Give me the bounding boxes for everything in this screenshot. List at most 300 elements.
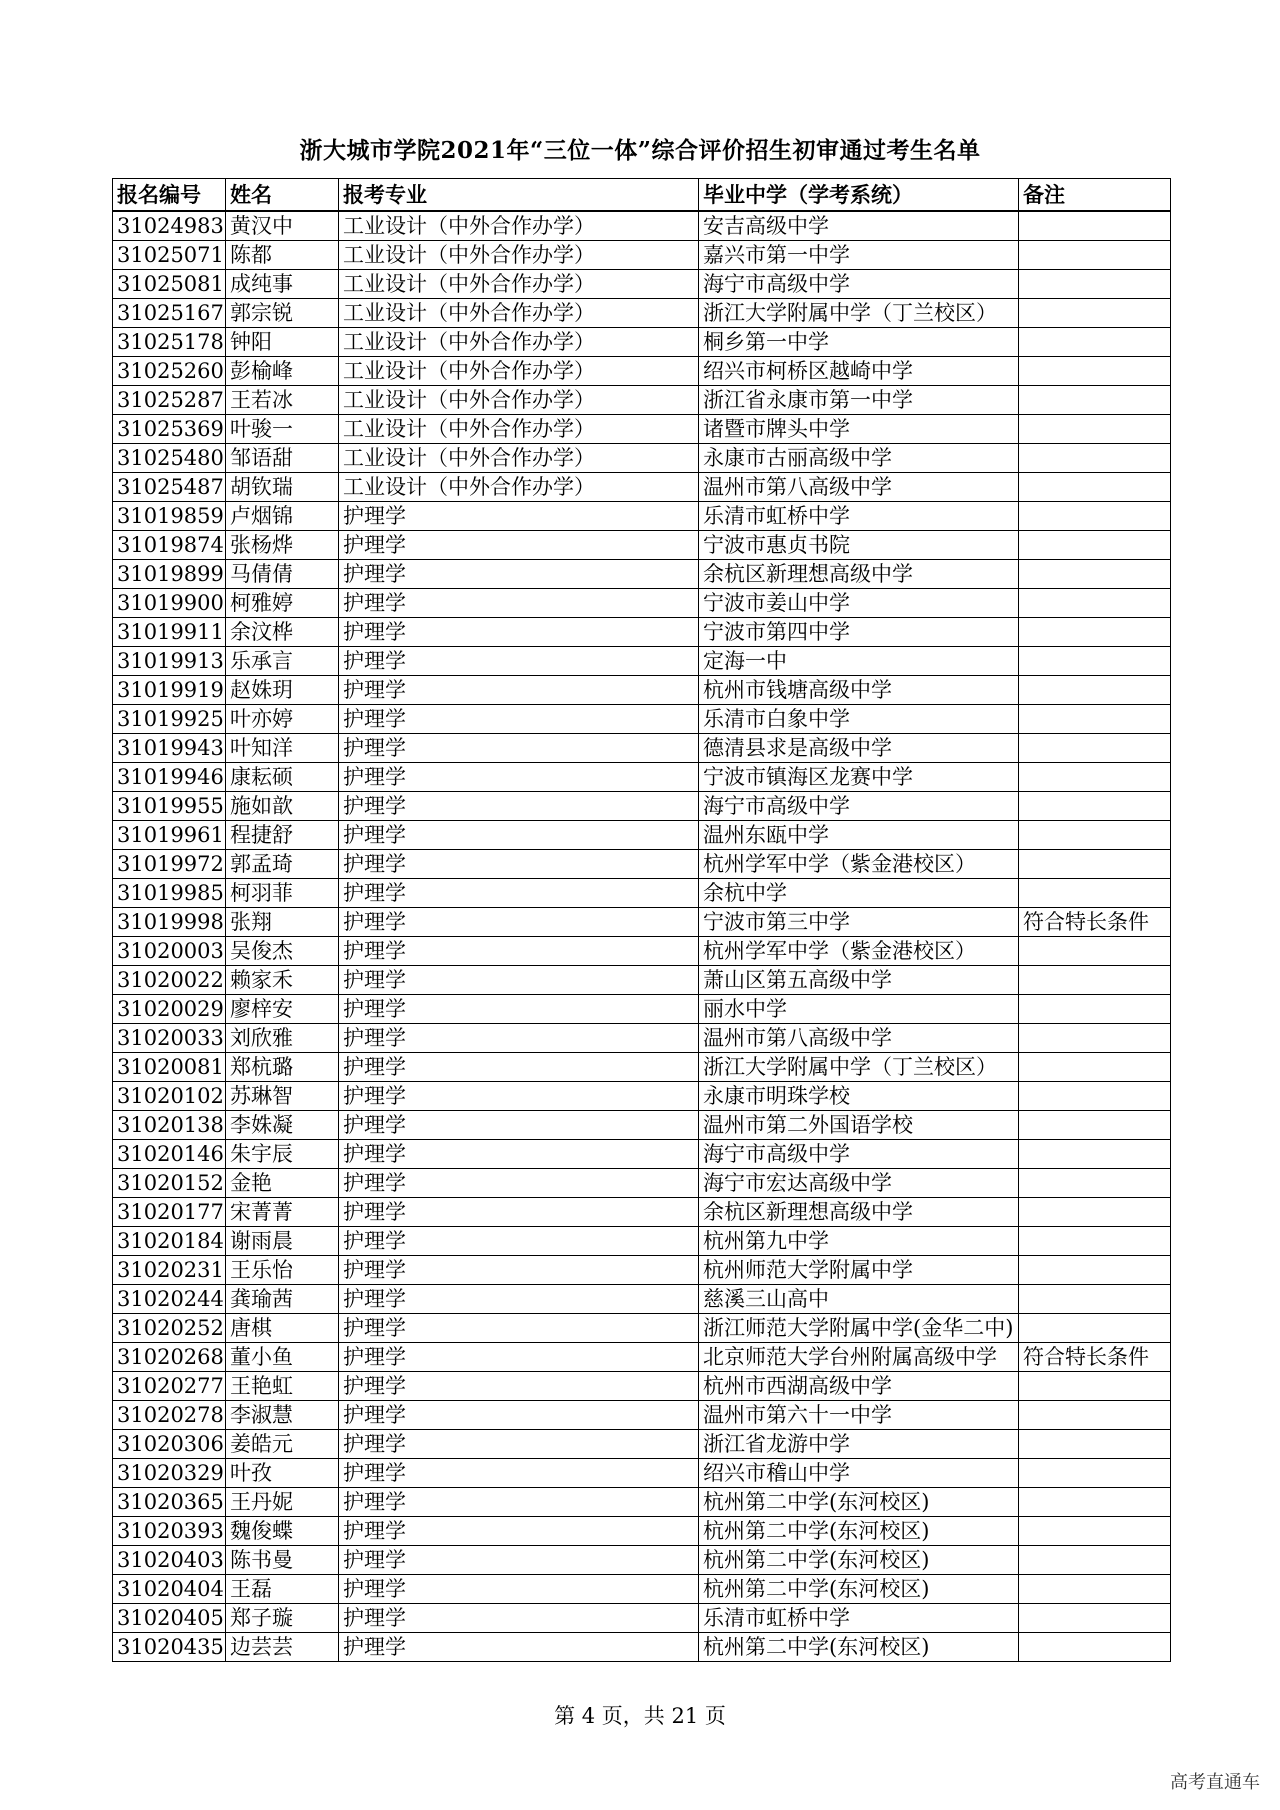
registration-no-cell: 31020138 (113, 1111, 226, 1140)
major-cell: 工业设计（中外合作办学） (339, 241, 699, 270)
major-cell: 护理学 (339, 1459, 699, 1488)
major-cell: 护理学 (339, 1314, 699, 1343)
registration-no-cell: 31025287 (113, 386, 226, 415)
remarks-cell (1019, 763, 1171, 792)
remarks-cell (1019, 850, 1171, 879)
registration-no-cell: 31019943 (113, 734, 226, 763)
major-cell: 工业设计（中外合作办学） (339, 211, 699, 241)
name-cell: 郑杭璐 (226, 1053, 339, 1082)
registration-no-cell: 31025071 (113, 241, 226, 270)
remarks-cell (1019, 270, 1171, 299)
table-row (113, 1430, 1171, 1459)
name-cell: 乐承言 (226, 647, 339, 676)
table-row (113, 1401, 1171, 1430)
remarks-cell (1019, 211, 1171, 241)
major-cell: 护理学 (339, 1372, 699, 1401)
remarks-cell (1019, 560, 1171, 589)
remarks-cell: 符合特长条件 (1019, 908, 1171, 937)
major-cell: 工业设计（中外合作办学） (339, 386, 699, 415)
major-cell: 护理学 (339, 1198, 699, 1227)
registration-no-cell: 31019900 (113, 589, 226, 618)
name-cell: 王若冰 (226, 386, 339, 415)
high-school-cell: 定海一中 (699, 647, 1019, 676)
header-registration-no: 报名编号 (113, 179, 226, 212)
registration-no-cell: 31020268 (113, 1343, 226, 1372)
remarks-cell (1019, 1140, 1171, 1169)
table-row (113, 299, 1171, 328)
name-cell: 董小鱼 (226, 1343, 339, 1372)
table-row (113, 821, 1171, 850)
table-row (113, 1024, 1171, 1053)
high-school-cell: 永康市明珠学校 (699, 1082, 1019, 1111)
major-cell: 护理学 (339, 734, 699, 763)
registration-no-cell: 31020022 (113, 966, 226, 995)
registration-no-cell: 31025369 (113, 415, 226, 444)
table-row (113, 734, 1171, 763)
header-high-school: 毕业中学（学考系统） (699, 179, 1019, 212)
major-cell: 护理学 (339, 937, 699, 966)
high-school-cell: 宁波市第四中学 (699, 618, 1019, 647)
table-row (113, 1053, 1171, 1082)
remarks-cell (1019, 1401, 1171, 1430)
major-cell: 护理学 (339, 1140, 699, 1169)
major-cell: 护理学 (339, 1517, 699, 1546)
remarks-cell (1019, 966, 1171, 995)
remarks-cell (1019, 1633, 1171, 1662)
table-row (113, 357, 1171, 386)
major-cell: 护理学 (339, 1343, 699, 1372)
registration-no-cell: 31020403 (113, 1546, 226, 1575)
name-cell: 王乐怡 (226, 1256, 339, 1285)
registration-no-cell: 31025260 (113, 357, 226, 386)
high-school-cell: 余杭中学 (699, 879, 1019, 908)
table-row (113, 1517, 1171, 1546)
table-row (113, 1169, 1171, 1198)
major-cell: 工业设计（中外合作办学） (339, 270, 699, 299)
high-school-cell: 浙江省永康市第一中学 (699, 386, 1019, 415)
table-row (113, 270, 1171, 299)
remarks-cell (1019, 647, 1171, 676)
registration-no-cell: 31024983 (113, 211, 226, 241)
remarks-cell (1019, 1459, 1171, 1488)
name-cell: 胡钦瑞 (226, 473, 339, 502)
name-cell: 马倩倩 (226, 560, 339, 589)
high-school-cell: 宁波市镇海区龙赛中学 (699, 763, 1019, 792)
major-cell: 护理学 (339, 792, 699, 821)
table-row (113, 589, 1171, 618)
high-school-cell: 慈溪三山高中 (699, 1285, 1019, 1314)
major-cell: 护理学 (339, 1227, 699, 1256)
high-school-cell: 杭州学军中学（紫金港校区） (699, 937, 1019, 966)
high-school-cell: 宁波市惠贞书院 (699, 531, 1019, 560)
table-row (113, 763, 1171, 792)
name-cell: 张翔 (226, 908, 339, 937)
registration-no-cell: 31020146 (113, 1140, 226, 1169)
registration-no-cell: 31020081 (113, 1053, 226, 1082)
name-cell: 成纯事 (226, 270, 339, 299)
name-cell: 黄汉中 (226, 211, 339, 241)
high-school-cell: 绍兴市柯桥区越崎中学 (699, 357, 1019, 386)
name-cell: 苏琳智 (226, 1082, 339, 1111)
name-cell: 卢烟锦 (226, 502, 339, 531)
table-row (113, 1111, 1171, 1140)
remarks-cell (1019, 705, 1171, 734)
registration-no-cell: 31020244 (113, 1285, 226, 1314)
registration-no-cell: 31019874 (113, 531, 226, 560)
remarks-cell (1019, 1517, 1171, 1546)
registration-no-cell: 31020152 (113, 1169, 226, 1198)
major-cell: 护理学 (339, 1111, 699, 1140)
registration-no-cell: 31020405 (113, 1604, 226, 1633)
name-cell: 康耘硕 (226, 763, 339, 792)
major-cell: 护理学 (339, 1256, 699, 1285)
table-row (113, 444, 1171, 473)
major-cell: 护理学 (339, 618, 699, 647)
registration-no-cell: 31019899 (113, 560, 226, 589)
name-cell: 王艳虹 (226, 1372, 339, 1401)
registration-no-cell: 31020277 (113, 1372, 226, 1401)
high-school-cell: 浙江大学附属中学（丁兰校区） (699, 299, 1019, 328)
name-cell: 王丹妮 (226, 1488, 339, 1517)
high-school-cell: 乐清市虹桥中学 (699, 1604, 1019, 1633)
remarks-cell (1019, 444, 1171, 473)
major-cell: 护理学 (339, 995, 699, 1024)
high-school-cell: 浙江大学附属中学（丁兰校区） (699, 1053, 1019, 1082)
registration-no-cell: 31019946 (113, 763, 226, 792)
table-row (113, 473, 1171, 502)
major-cell: 工业设计（中外合作办学） (339, 357, 699, 386)
name-cell: 叶亦婷 (226, 705, 339, 734)
high-school-cell: 杭州第二中学(东河校区) (699, 1546, 1019, 1575)
high-school-cell: 温州市第八高级中学 (699, 1024, 1019, 1053)
registration-no-cell: 31019955 (113, 792, 226, 821)
remarks-cell (1019, 937, 1171, 966)
high-school-cell: 安吉高级中学 (699, 211, 1019, 241)
high-school-cell: 诸暨市牌头中学 (699, 415, 1019, 444)
table-row (113, 531, 1171, 560)
name-cell: 陈书曼 (226, 1546, 339, 1575)
high-school-cell: 余杭区新理想高级中学 (699, 560, 1019, 589)
high-school-cell: 杭州师范大学附属中学 (699, 1256, 1019, 1285)
remarks-cell (1019, 1198, 1171, 1227)
registration-no-cell: 31020404 (113, 1575, 226, 1604)
remarks-cell (1019, 1314, 1171, 1343)
high-school-cell: 绍兴市稽山中学 (699, 1459, 1019, 1488)
major-cell: 护理学 (339, 502, 699, 531)
name-cell: 朱宇辰 (226, 1140, 339, 1169)
major-cell: 护理学 (339, 589, 699, 618)
table-row (113, 1575, 1171, 1604)
table-row (113, 1285, 1171, 1314)
remarks-cell (1019, 995, 1171, 1024)
registration-no-cell: 31020003 (113, 937, 226, 966)
remarks-cell (1019, 1430, 1171, 1459)
registration-no-cell: 31025487 (113, 473, 226, 502)
high-school-cell: 乐清市白象中学 (699, 705, 1019, 734)
registration-no-cell: 31019985 (113, 879, 226, 908)
name-cell: 龚瑜茜 (226, 1285, 339, 1314)
registration-no-cell: 31019998 (113, 908, 226, 937)
high-school-cell: 温州市第六十一中学 (699, 1401, 1019, 1430)
remarks-cell (1019, 1372, 1171, 1401)
major-cell: 护理学 (339, 676, 699, 705)
name-cell: 程捷舒 (226, 821, 339, 850)
remarks-cell (1019, 241, 1171, 270)
registration-no-cell: 31019972 (113, 850, 226, 879)
name-cell: 邹语甜 (226, 444, 339, 473)
high-school-cell: 丽水中学 (699, 995, 1019, 1024)
header-remarks: 备注 (1019, 179, 1171, 212)
high-school-cell: 温州东瓯中学 (699, 821, 1019, 850)
registration-no-cell: 31025081 (113, 270, 226, 299)
candidate-table (112, 178, 1171, 1662)
high-school-cell: 海宁市高级中学 (699, 270, 1019, 299)
name-cell: 叶孜 (226, 1459, 339, 1488)
remarks-cell (1019, 734, 1171, 763)
remarks-cell (1019, 1285, 1171, 1314)
high-school-cell: 永康市古丽高级中学 (699, 444, 1019, 473)
high-school-cell: 嘉兴市第一中学 (699, 241, 1019, 270)
high-school-cell: 杭州市西湖高级中学 (699, 1372, 1019, 1401)
high-school-cell: 杭州第二中学(东河校区) (699, 1488, 1019, 1517)
name-cell: 余汶桦 (226, 618, 339, 647)
table-row (113, 415, 1171, 444)
high-school-cell: 杭州第二中学(东河校区) (699, 1517, 1019, 1546)
remarks-cell (1019, 1169, 1171, 1198)
major-cell: 护理学 (339, 1604, 699, 1633)
name-cell: 陈都 (226, 241, 339, 270)
remarks-cell (1019, 821, 1171, 850)
table-row (113, 1314, 1171, 1343)
watermark-text: 高考直通车 (1170, 1772, 1260, 1793)
registration-no-cell: 31019859 (113, 502, 226, 531)
remarks-cell (1019, 589, 1171, 618)
name-cell: 赵姝玥 (226, 676, 339, 705)
remarks-cell (1019, 502, 1171, 531)
major-cell: 护理学 (339, 1169, 699, 1198)
name-cell: 叶知洋 (226, 734, 339, 763)
name-cell: 边芸芸 (226, 1633, 339, 1662)
remarks-cell (1019, 357, 1171, 386)
high-school-cell: 杭州学军中学（紫金港校区） (699, 850, 1019, 879)
high-school-cell: 温州市第八高级中学 (699, 473, 1019, 502)
table-row (113, 1604, 1171, 1633)
high-school-cell: 海宁市高级中学 (699, 792, 1019, 821)
registration-no-cell: 31020252 (113, 1314, 226, 1343)
high-school-cell: 浙江师范大学附属中学(金华二中) (699, 1314, 1019, 1343)
name-cell: 魏俊蝶 (226, 1517, 339, 1546)
table-row (113, 1198, 1171, 1227)
major-cell: 工业设计（中外合作办学） (339, 473, 699, 502)
major-cell: 护理学 (339, 1285, 699, 1314)
table-row (113, 1343, 1171, 1372)
major-cell: 护理学 (339, 1082, 699, 1111)
name-cell: 叶骏一 (226, 415, 339, 444)
registration-no-cell: 31019913 (113, 647, 226, 676)
registration-no-cell: 31020306 (113, 1430, 226, 1459)
registration-no-cell: 31019911 (113, 618, 226, 647)
remarks-cell (1019, 1227, 1171, 1256)
registration-no-cell: 31019925 (113, 705, 226, 734)
high-school-cell: 杭州市钱塘高级中学 (699, 676, 1019, 705)
name-cell: 郑子璇 (226, 1604, 339, 1633)
major-cell: 护理学 (339, 966, 699, 995)
table-row (113, 966, 1171, 995)
name-cell: 李姝凝 (226, 1111, 339, 1140)
remarks-cell (1019, 1082, 1171, 1111)
name-cell: 柯雅婷 (226, 589, 339, 618)
page-number: 第 4 页，共 21 页 (554, 1704, 726, 1728)
registration-no-cell: 31020231 (113, 1256, 226, 1285)
table-row (113, 560, 1171, 589)
remarks-cell (1019, 1604, 1171, 1633)
table-row (113, 1082, 1171, 1111)
table-row (113, 1372, 1171, 1401)
major-cell: 护理学 (339, 1575, 699, 1604)
registration-no-cell: 31020102 (113, 1082, 226, 1111)
registration-no-cell: 31019919 (113, 676, 226, 705)
table-header-row (113, 179, 1171, 212)
major-cell: 护理学 (339, 908, 699, 937)
high-school-cell: 温州市第二外国语学校 (699, 1111, 1019, 1140)
major-cell: 护理学 (339, 1053, 699, 1082)
high-school-cell: 乐清市虹桥中学 (699, 502, 1019, 531)
table-row (113, 792, 1171, 821)
major-cell: 工业设计（中外合作办学） (339, 415, 699, 444)
name-cell: 王磊 (226, 1575, 339, 1604)
high-school-cell: 杭州第二中学(东河校区) (699, 1633, 1019, 1662)
table-row (113, 386, 1171, 415)
remarks-cell (1019, 1111, 1171, 1140)
name-cell: 刘欣雅 (226, 1024, 339, 1053)
name-cell: 金艳 (226, 1169, 339, 1198)
remarks-cell (1019, 1488, 1171, 1517)
remarks-cell (1019, 415, 1171, 444)
table-row (113, 908, 1171, 937)
major-cell: 护理学 (339, 821, 699, 850)
major-cell: 工业设计（中外合作办学） (339, 328, 699, 357)
remarks-cell: 符合特长条件 (1019, 1343, 1171, 1372)
major-cell: 工业设计（中外合作办学） (339, 299, 699, 328)
registration-no-cell: 31025480 (113, 444, 226, 473)
major-cell: 护理学 (339, 647, 699, 676)
high-school-cell: 宁波市姜山中学 (699, 589, 1019, 618)
major-cell: 护理学 (339, 1488, 699, 1517)
table-body (113, 211, 1171, 1662)
table-row (113, 937, 1171, 966)
name-cell: 赖家禾 (226, 966, 339, 995)
remarks-cell (1019, 1256, 1171, 1285)
header-major: 报考专业 (339, 179, 699, 212)
major-cell: 护理学 (339, 879, 699, 908)
major-cell: 护理学 (339, 1024, 699, 1053)
high-school-cell: 海宁市高级中学 (699, 1140, 1019, 1169)
high-school-cell: 桐乡第一中学 (699, 328, 1019, 357)
remarks-cell (1019, 879, 1171, 908)
registration-no-cell: 31020435 (113, 1633, 226, 1662)
name-cell: 施如歆 (226, 792, 339, 821)
table-row (113, 995, 1171, 1024)
major-cell: 护理学 (339, 1546, 699, 1575)
name-cell: 姜皓元 (226, 1430, 339, 1459)
remarks-cell (1019, 792, 1171, 821)
major-cell: 护理学 (339, 763, 699, 792)
major-cell: 护理学 (339, 705, 699, 734)
high-school-cell: 海宁市宏达高级中学 (699, 1169, 1019, 1198)
registration-no-cell: 31019961 (113, 821, 226, 850)
table-row (113, 1256, 1171, 1285)
remarks-cell (1019, 676, 1171, 705)
table-row (113, 676, 1171, 705)
major-cell: 工业设计（中外合作办学） (339, 444, 699, 473)
remarks-cell (1019, 1024, 1171, 1053)
registration-no-cell: 31020177 (113, 1198, 226, 1227)
table-row (113, 1488, 1171, 1517)
major-cell: 护理学 (339, 1430, 699, 1459)
high-school-cell: 杭州第九中学 (699, 1227, 1019, 1256)
high-school-cell: 北京师范大学台州附属高级中学 (699, 1343, 1019, 1372)
major-cell: 护理学 (339, 1401, 699, 1430)
registration-no-cell: 31020393 (113, 1517, 226, 1546)
name-cell: 唐棋 (226, 1314, 339, 1343)
name-cell: 李淑慧 (226, 1401, 339, 1430)
major-cell: 护理学 (339, 531, 699, 560)
remarks-cell (1019, 328, 1171, 357)
high-school-cell: 余杭区新理想高级中学 (699, 1198, 1019, 1227)
name-cell: 张杨烨 (226, 531, 339, 560)
table-row (113, 1140, 1171, 1169)
table-row (113, 1459, 1171, 1488)
major-cell: 护理学 (339, 850, 699, 879)
registration-no-cell: 31020278 (113, 1401, 226, 1430)
high-school-cell: 杭州第二中学(东河校区) (699, 1575, 1019, 1604)
registration-no-cell: 31020329 (113, 1459, 226, 1488)
name-cell: 宋菁菁 (226, 1198, 339, 1227)
registration-no-cell: 31025167 (113, 299, 226, 328)
table-row (113, 328, 1171, 357)
name-cell: 郭宗锐 (226, 299, 339, 328)
table-row (113, 1227, 1171, 1256)
registration-no-cell: 31020365 (113, 1488, 226, 1517)
name-cell: 谢雨晨 (226, 1227, 339, 1256)
table-row (113, 1546, 1171, 1575)
name-cell: 郭孟琦 (226, 850, 339, 879)
registration-no-cell: 31020029 (113, 995, 226, 1024)
remarks-cell (1019, 1053, 1171, 1082)
table-row (113, 647, 1171, 676)
table-row (113, 850, 1171, 879)
major-cell: 护理学 (339, 560, 699, 589)
header-name: 姓名 (226, 179, 339, 212)
registration-no-cell: 31020033 (113, 1024, 226, 1053)
high-school-cell: 德清县求是高级中学 (699, 734, 1019, 763)
name-cell: 钟阳 (226, 328, 339, 357)
remarks-cell (1019, 473, 1171, 502)
registration-no-cell: 31020184 (113, 1227, 226, 1256)
name-cell: 廖梓安 (226, 995, 339, 1024)
remarks-cell (1019, 1575, 1171, 1604)
remarks-cell (1019, 618, 1171, 647)
remarks-cell (1019, 386, 1171, 415)
name-cell: 吴俊杰 (226, 937, 339, 966)
high-school-cell: 浙江省龙游中学 (699, 1430, 1019, 1459)
remarks-cell (1019, 299, 1171, 328)
table-row (113, 1633, 1171, 1662)
high-school-cell: 萧山区第五高级中学 (699, 966, 1019, 995)
high-school-cell: 宁波市第三中学 (699, 908, 1019, 937)
major-cell: 护理学 (339, 1633, 699, 1662)
name-cell: 彭榆峰 (226, 357, 339, 386)
